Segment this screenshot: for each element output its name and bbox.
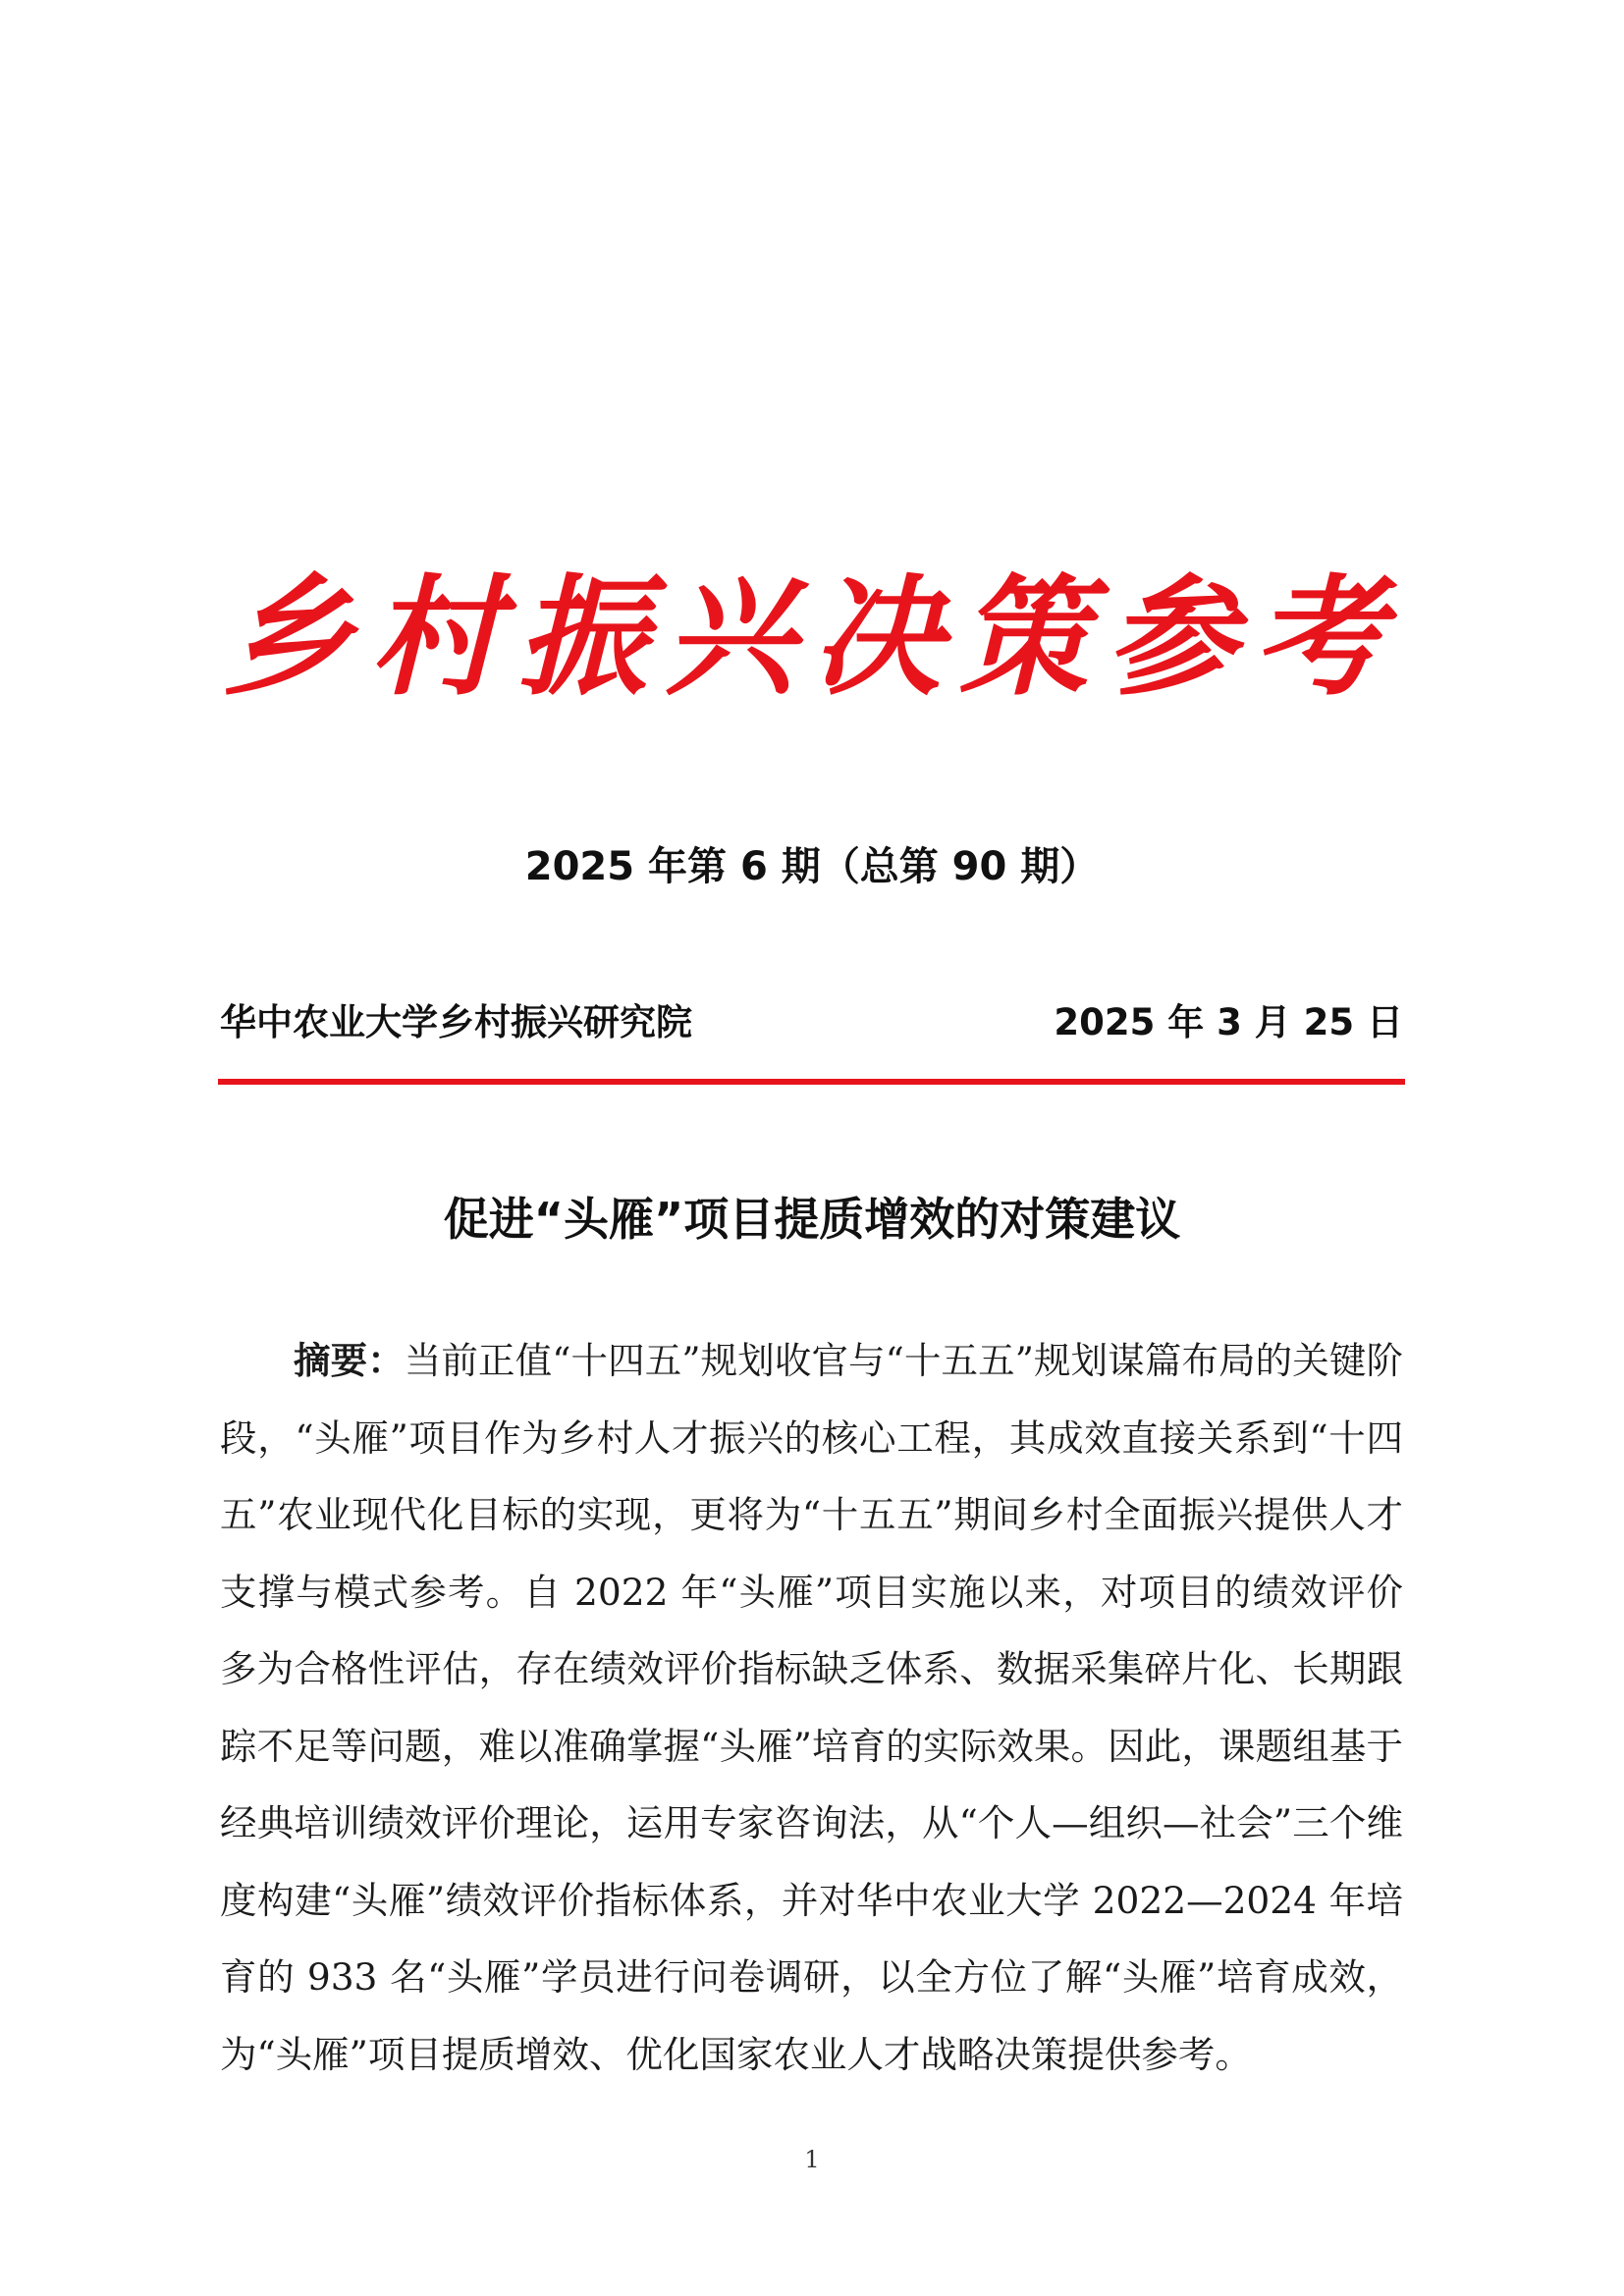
abstract-label: 摘要：: [294, 1339, 405, 1382]
page-number: 1: [804, 2146, 820, 2173]
publisher-row: [220, 998, 1403, 1047]
abstract-text: 当前正值“十四五”规划收官与“十五五”规划谋篇布局的关键阶段，“头雁”项目作为乡村人才振兴的核心工程，其成效直接关系到“十四五”农业现代化目标的实现，更将为“十五五”期间乡村全面振兴提供人才支撑与模式参考。自 2022 年“头雁”项目实施以来，对项目的绩效评价多为合格性评估，存在绩效评价指标缺乏体系、数据采集碎片化、长期跟踪不足等问题，难以准确掌握“头雁”培育的实际效果。因此，课题组基于经典培训绩效评价理论，运用专家咨询法，从“个人—组织—社会”三个维度构建“头雁”绩效评价指标体系，并对华中农业大学 2022—2024 年培育的 933 名“头雁”学员进行问卷调研，以全方位了解“头雁”培育成效，为“头雁”项目提质增效、优化国家农业人才战略决策提供参考。: [220, 1339, 1404, 2076]
abstract-paragraph: [220, 1322, 1403, 2093]
publisher-name: 华中农业大学乡村振兴研究院: [220, 1001, 692, 1043]
masthead-title: 乡村振兴决策参考: [223, 561, 1401, 714]
publication-date: 2025 年 3 月 25 日: [1054, 1001, 1403, 1043]
issue-number: 2025 年第 6 期（总第 90 期）: [524, 844, 1100, 889]
header-divider: [218, 1079, 1405, 1085]
article-title: 促进“头雁”项目提质增效的对策建议: [443, 1193, 1181, 1246]
